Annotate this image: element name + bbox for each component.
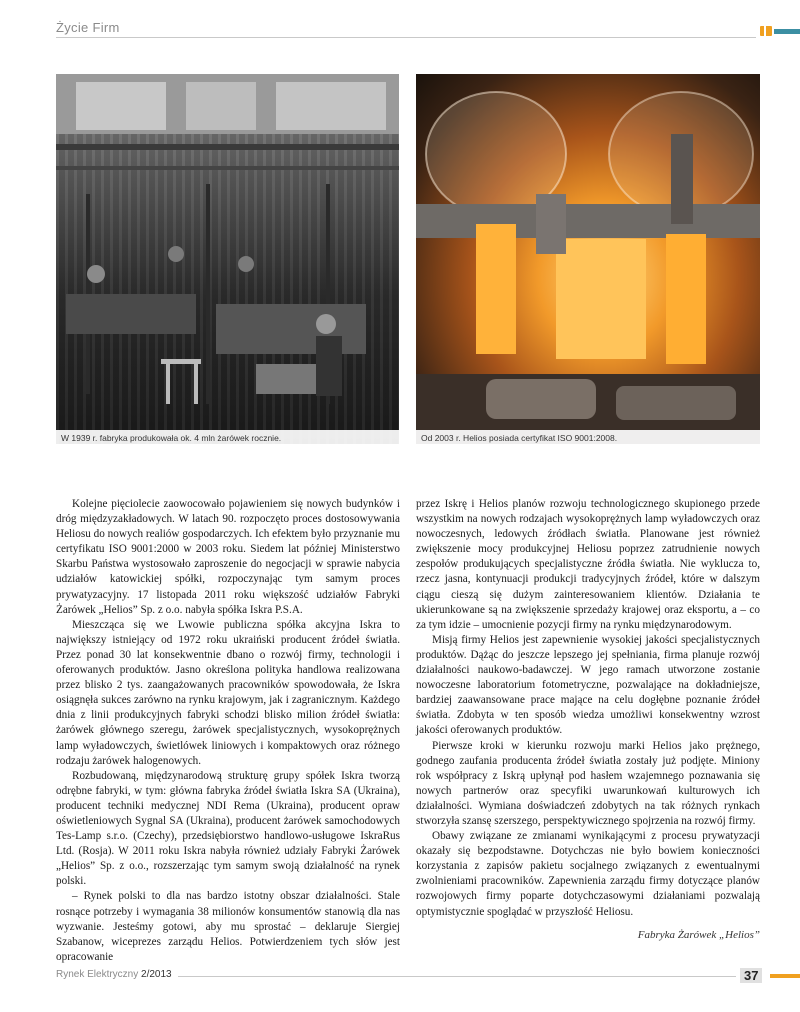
header-tab [774,29,800,34]
header-rule [56,37,756,38]
article-signature: Fabryka Żarówek „Helios” [637,928,760,941]
page-number: 37 [740,968,762,983]
article-paragraph: Pierwsze kroki w kierunku rozwoju marki Helios jako prężnego, godnego zaufania producenta źródeł światła zostały już podjęte. Miniony rok współpracy z Iskrą upłynął pod hasłem wzajemnego poznawania się nowych partnerów oraz specyfiki uwarunkowań kulturowych ich działalności. Wymiana doświadczeń zdobytych na tak różnych rynkach stworzyła szansę szerszego, perspektywicznego spojrzenia na rozwój firmy. [416,739,760,827]
factory-archive-photo [56,74,399,444]
article-column-right [416,497,760,943]
photo-caption: W 1939 r. fabryka produkowała ok. 4 mln żarówek rocznie. [61,433,282,443]
glowing-bulbs-illustration [416,74,760,444]
article-paragraph: Mieszcząca się we Lwowie publiczna spółka akcyjna Iskra to największy istniejący od 1972 roku ukraiński producent źródeł światła. Przez ponad 30 lat konsekwentnie dbano o rozwój firmy, technologii i oferowanych produktów. Jasno określona polityka handlowa realizowana przez blisko 2 tys. zaangażowanych pracowników spowodowała, że Iskra osiągnęła sukces zarówno na rynku krajowym, jak i zagranicznym. Każdego dnia z linii produkcyjnych fabryki schodzi blisko milion źródeł światła: żarówek głównego szeregu, żarówek specjalistycznych, wysokoprężnych lamp wyładowczych, świetlówek liniowych i kompaktowych oraz różnego rodzaju żarówek halogenowych. [56,618,400,767]
header-mark-icon [760,26,772,36]
publication-name: Rynek Elektryczny [56,969,139,980]
article-paragraph: Obawy związane ze zmianami wynikającymi z procesu prywatyzacji okazały się bezpodstawne. Dotychczas nie było bowiem konieczności korzystania z zapisów pakietu socjalnego związanych z ewentualnymi zwolnieniami pracowników. Zapewnienia zarządu firmy dotyczące planów rozwojowych firmy poparte dotychczasowymi działaniami pozwalają optymistycznie spoglądać w przyszłość Heliosu. [416,830,760,918]
article-column-left [56,497,400,965]
footer-tab [770,974,800,978]
article-paragraph: Misją firmy Helios jest zapewnienie wysokiej jakości specjalistycznych produktów. Dążąc do jeszcze lepszego jej spełniania, firma planuje rozwój działalności naukowo-badawczej. W jego ramach utworzone zostanie nowoczesne laboratorium fotometryczne, pozwalające na dokładniejsze, bardziej zaawansowane prace mające na celu dogłębne poznanie źródeł światła. Zdobyta w ten sposób wiedza umożliwi konsekwentny wzrost jakości oferowanych produktów. [416,633,760,737]
article-paragraph: Rozbudowaną, międzynarodową strukturę grupy spółek Iskra tworzą odrębne fabryki, w tym: główna fabryka źródeł światła Iskra SA (Ukraina), producent techniki medycznej NDI Rema (Ukraina), producent opraw oświetleniowych Sygnal SA (Ukraina), producent żarówek samochodowych Tes-Lamp s.r.o. (Czechy), przedsiębiorstwo handlowo-usługowe IskraRus Ltd. (Rosja). W 2011 roku Iskra nabyła również udziały Fabryki Żarówek „Helios” Sp. z o.o., rozszerzając tym samym swoją działalność na rynek polski. [56,769,400,888]
article-paragraph: – Rynek polski to dla nas bardzo istotny obszar działalności. Stale rosnące potrzeby i wymagania 38 milionów konsumentów stanowią dla nas wyzwanie. Jesteśmy gotowi, aby mu sprostać – deklaruje Siergiej Szabanow, wiceprezes zarządu Helios. Potwierdzeniem tych słów jest opracowanie [56,890,400,963]
issue-number: 2/2013 [141,969,172,980]
photo-caption: Od 2003 r. Helios posiada certyfikat ISO 9001:2008. [421,433,618,443]
article-paragraph: przez Iskrę i Helios planów rozwoju technologicznego skupionego przede wszystkim na nowych rodzajach wysokoprężnych lamp wyładowczych oraz nowoczesnych, ledowych źródłach światła. Planowane jest również zwiększenie mocy produkcyjnej Heliosu poprzez zatrudnienie nowych zespołów produkujących specjalistyczne źródła światła. Nie wyklucza to, rzecz jasna, kontynuacji produkcji tradycyjnych źródeł, które w dalszym ciągu cieszą się dużym zainteresowaniem klientów. Działania te ukierunkowane są na zwiększenie sprzedaży krajowej oraz eksportu, a – co za tym idzie – umocnienie pozycji firmy na rynku międzynarodowym. [416,498,760,631]
footer-publication [56,969,178,980]
article-paragraph: Kolejne pięciolecie zaowocowało pojawieniem się nowych budynków i dróg międzyzakładowych. W latach 90. rozpoczęto proces dostosowywania Heliosu do nowych realiów gospodarczych. Ich efektem było przyznanie mu certyfikatu ISO 9001:2000 w 2003 roku. Siedem lat później Ministerstwo Skarbu Państwa wystosowało zaproszenie do negocjacji w sprawie nabycia udziałów katowickiej spółki, rozpoczynając tym samym proces prywatyzacyjny. 17 listopada 2011 roku większość udziałów Fabryki Żarówek „Helios” Sp. z o.o. nabyła spółka Iskra P.S.A. [56,498,400,616]
bulb-production-photo [416,74,760,444]
section-title: Życie Firm [56,20,120,35]
factory-machinery-illustration [56,74,399,444]
